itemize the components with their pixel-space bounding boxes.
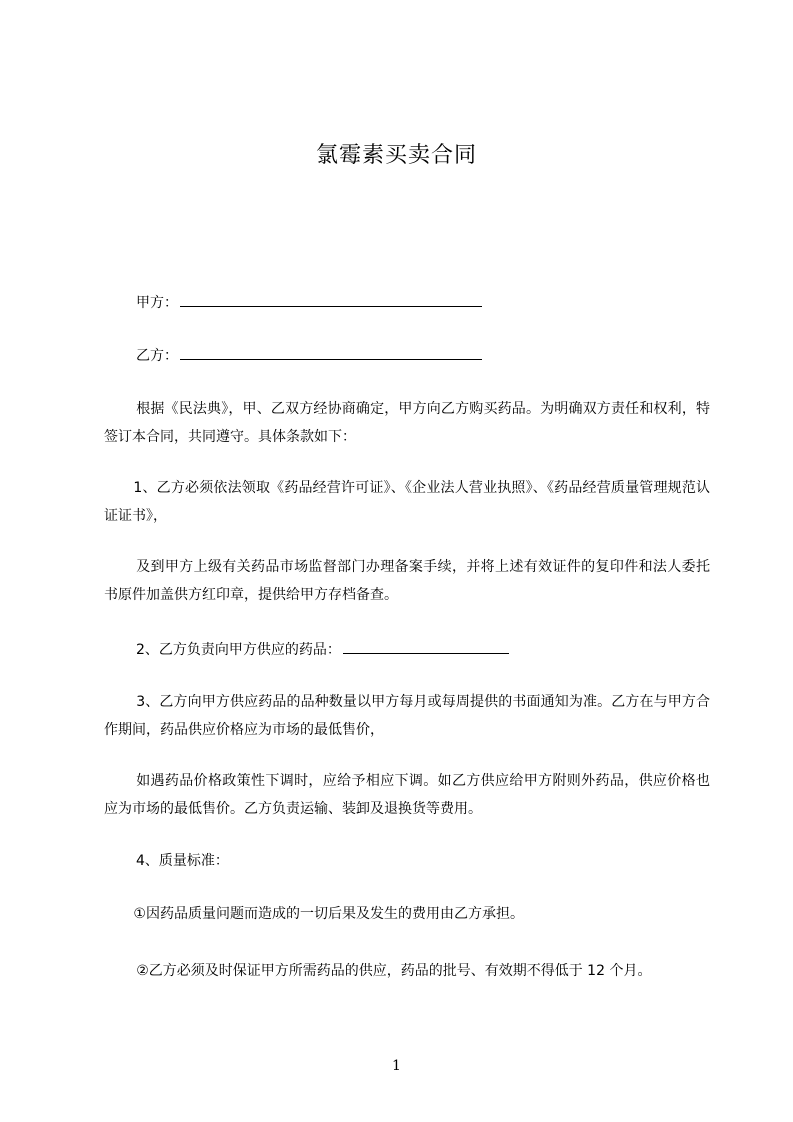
party-a-blank [180,292,482,307]
clause-3-paragraph: 3、乙方向甲方供应药品的品种数量以甲方每月或每周提供的书面通知为准。乙方在与甲方合作期间，药品供应价格应为市场的最低售价， [104,694,710,738]
clause-4-item-2: ②乙方必须及时保证甲方所需药品的供应，药品的批号、有效期不得低于 12 个月。 [136,963,652,979]
intro-paragraph: 根据《民法典》，甲、乙双方经协商确定，甲方向乙方购买药品。为明确双方责任和权利，特签订本合同，共同遵守。具体条款如下： [104,401,710,445]
document-title: 氯霉素买卖合同 [315,143,477,168]
party-b-line [136,345,482,366]
clause-2-blank [343,639,509,654]
clause-4-heading: 4、质量标准： [136,853,229,869]
party-b-label: 乙方： [136,348,178,364]
clause-1-paragraph: 1、乙方必须依法领取《药品经营许可证》、《企业法人营业执照》、《药品经营质量管理规范认证证书》， [104,480,710,524]
clause-2-line [136,639,509,660]
party-b-blank [180,345,482,360]
party-a-label: 甲方： [136,295,178,311]
clause-3-continuation: 如遇药品价格政策性下调时，应给予相应下调。如乙方供应给甲方附则外药品，供应价格也应为市场的最低售价。乙方负责运输、装卸及退换货等费用。 [104,773,710,817]
clause-4-item-1: ①因药品质量问题而造成的一切后果及发生的费用由乙方承担。 [133,906,524,922]
clause-2-label: 2、乙方负责向甲方供应的药品： [136,642,341,658]
clause-1-continuation: 及到甲方上级有关药品市场监督部门办理备案手续，并将上述有效证件的复印件和法人委托书原件加盖供方红印章，提供给甲方存档备查。 [104,559,710,603]
party-a-line [136,292,482,313]
page-number: 1 [392,1058,401,1074]
